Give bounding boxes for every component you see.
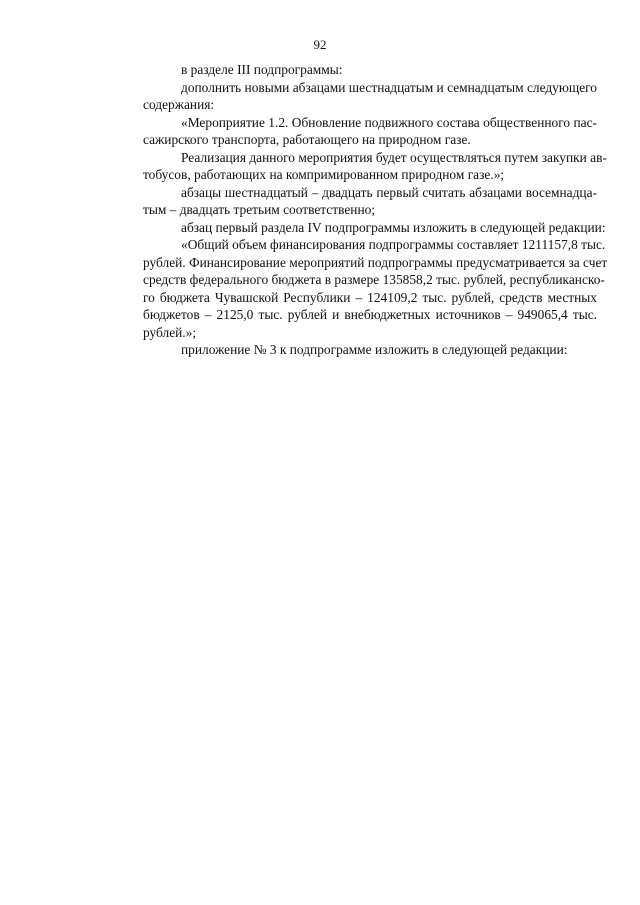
paragraph-line: го бюджета Чувашской Республики – 124109,2 тыс. рублей, средств местных: [143, 289, 597, 305]
paragraph: [105, 79, 597, 114]
paragraph-line: бюджетов – 2125,0 тыс. рублей и внебюджетных источников – 949065,4 тыс.: [143, 307, 597, 322]
paragraph-line: Реализация данного мероприятия будет осуществляться путем закупки ав-: [181, 149, 607, 165]
paragraph-line: средств федерального бюджета в размере 135858,2 тыс. рублей, республиканско-: [143, 272, 605, 287]
paragraph-line: абзацы шестнадцатый – двадцать первый считать абзацами восемнадца-: [181, 184, 597, 200]
paragraph-line: «Мероприятие 1.2. Обновление подвижного состава общественного пас-: [181, 114, 597, 130]
paragraph: [105, 184, 597, 219]
paragraph-line: рублей.»;: [143, 324, 197, 340]
paragraph-line: рублей. Финансирование мероприятий подпрограммы предусматривается за счет: [143, 254, 608, 270]
paragraph-line: «Общий объем финансирования подпрограммы составляет 1211157,8 тыс.: [181, 237, 606, 252]
paragraph-line: сажирского транспорта, работающего на природном газе.: [143, 132, 471, 147]
paragraph-line: приложение № 3 к подпрограмме изложить в следующей редакции:: [181, 342, 568, 357]
paragraph: [105, 341, 597, 359]
paragraph-line: в разделе III подпрограммы:: [181, 62, 343, 77]
paragraph: [105, 236, 608, 341]
paragraph: [105, 219, 606, 237]
paragraph-line: содержания:: [143, 97, 215, 112]
document-body: [105, 61, 608, 359]
paragraph: [105, 149, 607, 184]
paragraph-line: абзац первый раздела IV подпрограммы изложить в следующей редакции:: [181, 219, 606, 235]
page-number: 92: [313, 37, 327, 52]
paragraph-line: тым – двадцать третьим соответственно;: [143, 202, 376, 217]
paragraph: [105, 61, 597, 79]
paragraph-line: дополнить новыми абзацами шестнадцатым и семнадцатым следующего: [181, 79, 597, 95]
paragraph: [105, 114, 597, 149]
paragraph-line: тобусов, работающих на компримированном природном газе.»;: [143, 167, 505, 182]
